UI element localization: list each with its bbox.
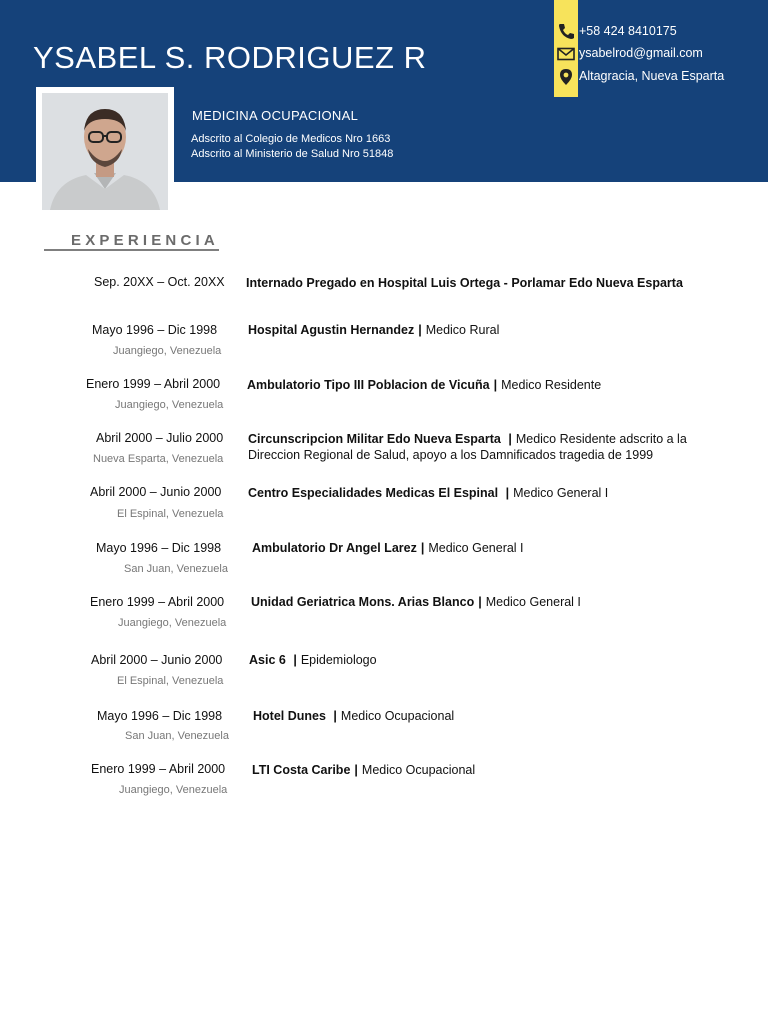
header-banner (0, 0, 768, 182)
contact-location: Altagracia, Nueva Esparta (579, 69, 725, 83)
profile-photo (42, 93, 168, 210)
contact-phone[interactable]: +58 424 8410175 (579, 24, 677, 38)
section-divider (44, 249, 219, 251)
entry-description: Hospital Agustin Hernandez | Medico Rural (248, 323, 500, 337)
entry-date: Abril 2000 – Junio 2000 (90, 485, 222, 499)
entry-date: Mayo 1996 – Dic 1998 (97, 709, 223, 723)
entry-description: Circunscripcion Militar Edo Nueva Esparta | Medico Residente adscrito a la Direccion Regional de Salud, apoyo a los Damnificados tragedia de 1999 (248, 432, 687, 462)
entry-location: El Espinal, Venezuela (117, 508, 224, 520)
entry-role: Medico Residente (501, 378, 602, 392)
contact-email[interactable]: ysabelrod@gmail.com (579, 46, 703, 60)
entry-description: Unidad Geriatrica Mons. Arias Blanco | Medico General I (251, 595, 581, 609)
entry-date: Mayo 1996 – Dic 1998 (92, 323, 218, 337)
entry-role: Medico General I (428, 541, 524, 555)
entry-description: Hotel Dunes | Medico Ocupacional (253, 709, 455, 723)
entry-date: Enero 1999 – Abril 2000 (90, 595, 225, 609)
entry-description: Asic 6 | Epidemiologo (249, 653, 377, 667)
entry-role: Medico Ocupacional (361, 763, 476, 777)
email-icon (557, 45, 575, 63)
entry-date: Enero 1999 – Abril 2000 (86, 377, 221, 391)
entry-date: Enero 1999 – Abril 2000 (91, 762, 226, 776)
entry-role: Medico General I (485, 595, 581, 609)
entry-role: Medico Residente adscrito a la Direccion Regional de Salud, apoyo a los Damnificados tragedia de 1999 (248, 432, 687, 462)
entry-location: Juangiego, Venezuela (115, 399, 224, 411)
entry-employer: Ambulatorio Tipo III Poblacion de Vicuña (247, 378, 490, 392)
entry-date: Sep. 20XX – Oct. 20XX (94, 275, 225, 289)
entry-description: Centro Especialidades Medicas El Espinal | Medico General I (248, 486, 609, 500)
entry-employer: Asic 6 (249, 653, 286, 667)
entry-employer: Hospital Agustin Hernandez (248, 323, 415, 337)
entry-location: Juangiego, Venezuela (118, 617, 227, 629)
entry-role: Medico Ocupacional (340, 709, 455, 723)
entry-employer: Unidad Geriatrica Mons. Arias Blanco (251, 595, 475, 609)
entry-location: Juangiego, Venezuela (113, 345, 222, 357)
entry-role: Epidemiologo (300, 653, 377, 667)
entry-location: Nueva Esparta, Venezuela (93, 453, 224, 465)
profile-photo-frame (36, 87, 174, 216)
specialty-title: MEDICINA OCUPACIONAL (192, 108, 359, 123)
location-pin-icon (557, 68, 575, 86)
experience-section-title: EXPERIENCIA (71, 232, 219, 249)
entry-description (246, 275, 716, 291)
entry-location: San Juan, Venezuela (125, 730, 229, 742)
entry-employer: Ambulatorio Dr Angel Larez (252, 541, 417, 555)
entry-employer: Circunscripcion Militar Edo Nueva Esparta (248, 432, 501, 446)
entry-location: San Juan, Venezuela (124, 563, 228, 575)
entry-description: Ambulatorio Dr Angel Larez | Medico General I (252, 541, 524, 555)
entry-description: LTI Costa Caribe | Medico Ocupacional (252, 763, 476, 777)
entry-employer: Internado Pregado en Hospital Luis Ortega - Porlamar Edo Nueva Esparta (246, 276, 683, 290)
entry-employer: LTI Costa Caribe (252, 763, 351, 777)
registration-college: Adscrito al Colegio de Medicos Nro 1663 (191, 133, 391, 145)
entry-employer: Centro Especialidades Medicas El Espinal (248, 486, 499, 500)
entry-date: Mayo 1996 – Dic 1998 (96, 541, 222, 555)
phone-icon (557, 22, 575, 40)
entry-description: Ambulatorio Tipo III Poblacion de Vicuña | Medico Residente (247, 378, 602, 392)
registration-ministry: Adscrito al Ministerio de Salud Nro 51848 (191, 148, 394, 160)
entry-location: Juangiego, Venezuela (119, 784, 228, 796)
person-name: YSABEL S. RODRIGUEZ R (33, 40, 427, 75)
entry-employer: Hotel Dunes (253, 709, 326, 723)
entry-location: El Espinal, Venezuela (117, 675, 224, 687)
entry-role: Medico General I (513, 486, 609, 500)
entry-role: Medico Rural (425, 323, 500, 337)
entry-date: Abril 2000 – Julio 2000 (96, 431, 224, 445)
entry-date: Abril 2000 – Junio 2000 (91, 653, 223, 667)
